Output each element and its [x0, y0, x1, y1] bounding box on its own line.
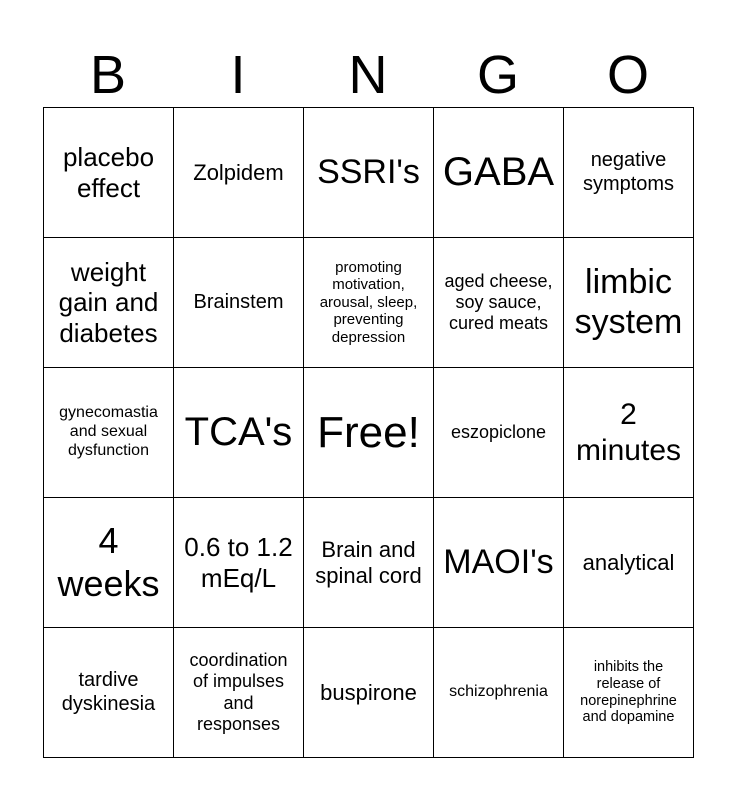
board-row: [44, 498, 694, 628]
bingo-cell[interactable]: MAOI's: [434, 498, 564, 628]
bingo-cell[interactable]: analytical: [564, 498, 694, 628]
bingo-cell[interactable]: gynecomastia and sexual dysfunction: [44, 368, 174, 498]
bingo-board: [43, 107, 694, 758]
bingo-cell[interactable]: Brainstem: [174, 238, 304, 368]
bingo-cell[interactable]: schizophrenia: [434, 628, 564, 758]
board-row: [44, 108, 694, 238]
header-letter-i: I: [230, 45, 246, 105]
bingo-cell[interactable]: GABA: [434, 108, 564, 238]
bingo-cell[interactable]: buspirone: [304, 628, 434, 758]
free-space-cell[interactable]: Free!: [304, 368, 434, 498]
board-row: [44, 238, 694, 368]
bingo-cell[interactable]: 2 minutes: [564, 368, 694, 498]
header-letter-b: B: [89, 45, 127, 105]
bingo-cell[interactable]: SSRI's: [304, 108, 434, 238]
bingo-cell[interactable]: placebo effect: [44, 108, 174, 238]
bingo-cell[interactable]: 4 weeks: [44, 498, 174, 628]
bingo-cell[interactable]: inhibits the release of norepinephrine and dopamine: [564, 628, 694, 758]
bingo-cell[interactable]: aged cheese, soy sauce, cured meats: [434, 238, 564, 368]
bingo-cell[interactable]: eszopiclone: [434, 368, 564, 498]
bingo-header: [43, 42, 693, 108]
bingo-cell[interactable]: TCA's: [174, 368, 304, 498]
board-row: [44, 628, 694, 758]
bingo-cell[interactable]: weight gain and diabetes: [44, 238, 174, 368]
bingo-cell[interactable]: limbic system: [564, 238, 694, 368]
board-row: [44, 368, 694, 498]
bingo-cell[interactable]: promoting motivation, arousal, sleep, preventing depression: [304, 238, 434, 368]
bingo-cell[interactable]: 0.6 to 1.2 mEq/L: [174, 498, 304, 628]
bingo-cell[interactable]: tardive dyskinesia: [44, 628, 174, 758]
header-letter-n: N: [348, 45, 388, 105]
header-letter-o: O: [606, 45, 649, 105]
header-letter-g: G: [476, 45, 519, 105]
bingo-cell[interactable]: Zolpidem: [174, 108, 304, 238]
bingo-cell[interactable]: coordination of impulses and responses: [174, 628, 304, 758]
bingo-cell[interactable]: negative symptoms: [564, 108, 694, 238]
bingo-cell[interactable]: Brain and spinal cord: [304, 498, 434, 628]
